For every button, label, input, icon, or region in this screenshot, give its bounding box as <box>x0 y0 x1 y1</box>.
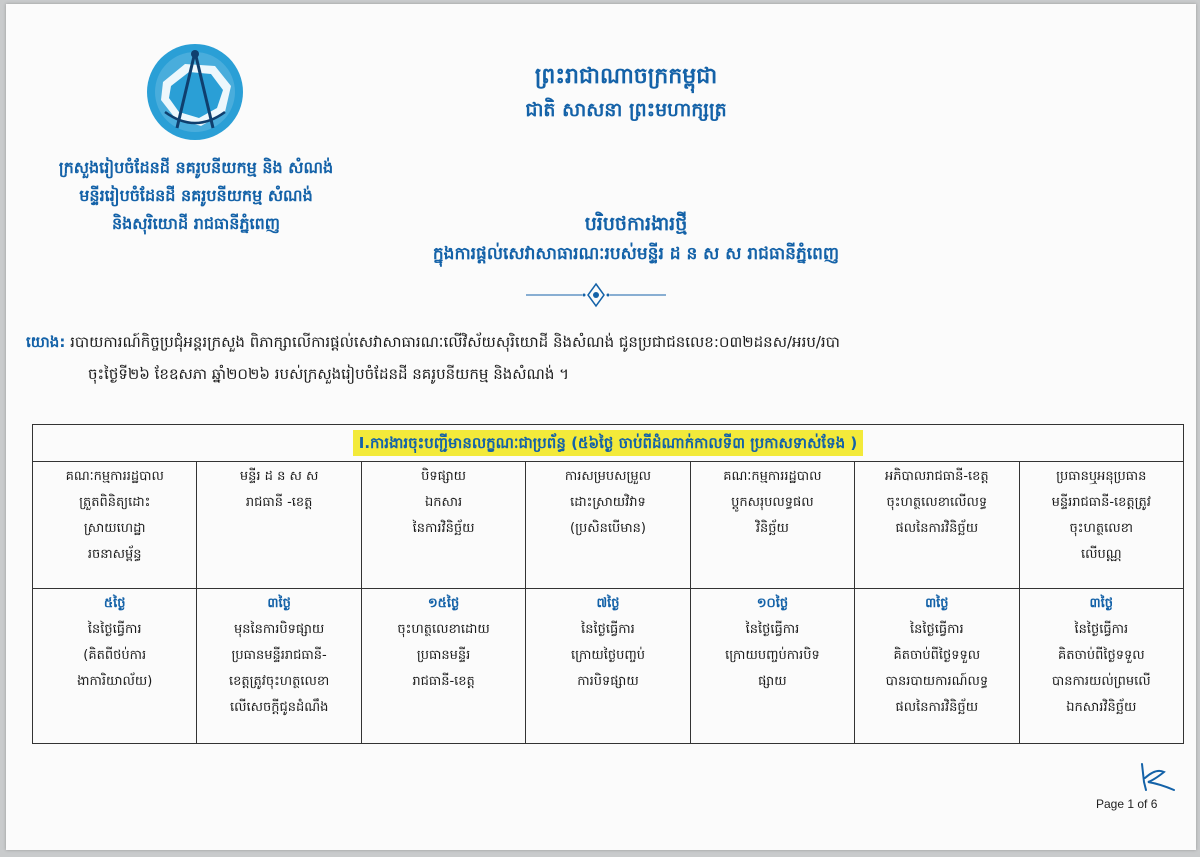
header-line: ត្រួតពិនិត្យដោះ <box>79 495 151 510</box>
header-line: ប្តូកសរុបលទ្ធផល <box>731 495 814 510</box>
header-line: រាជធានី -ខេត្ត <box>245 495 313 510</box>
header-line: រចនាសម្ព័ន្ធ <box>87 547 142 562</box>
title-line-1: បរិបថការងារថ្មី <box>584 213 688 235</box>
header-line: បិទផ្សាយ <box>421 469 467 484</box>
detail-line: ក្រោយបញ្ចប់ការបិទ <box>725 648 820 663</box>
detail-line: ផលនៃការវិនិច្ឆ័យ <box>895 700 979 715</box>
detail-line: មុននៃការបិទផ្សាយ <box>233 622 325 637</box>
header-line: អភិបាលរាជធានី-ខេត្ត <box>884 469 989 484</box>
header-line: ប្រធានឬអនុប្រធាន <box>1056 469 1147 484</box>
reference-label: យោង: <box>26 333 66 351</box>
detail-line: ឯកសារវិនិច្ឆ័យ <box>1066 700 1137 715</box>
duration-cell <box>33 589 197 744</box>
detail-line: ចុះហត្ថលេខាដោយ <box>397 622 490 637</box>
detail-line: ការបិទផ្សាយ <box>577 674 639 689</box>
header-line: គណៈកម្មការរដ្ឋបាល <box>65 469 164 484</box>
ministry-line: និងសុរិយោដី រាជធានីភ្នំពេញ <box>111 214 281 233</box>
step-header-cell <box>33 462 197 589</box>
header-line: ផលនៃការវិនិច្ឆ័យ <box>895 521 979 536</box>
detail-line: ប្រធានមន្ទីររាជធានី- <box>231 648 327 663</box>
header-line: គណៈកម្មការរដ្ឋបាល <box>723 469 822 484</box>
detail-line: (គិតពីថប់ការ <box>83 648 147 663</box>
duration-value: ៥ថ្ងៃ <box>103 596 126 611</box>
duration-value: ៣ថ្ងៃ <box>925 596 949 611</box>
duration-cell <box>1019 589 1183 744</box>
detail-line: ប្រធានមន្ទីរ <box>416 648 471 663</box>
step-header-cell <box>526 462 690 589</box>
duration-value: ៧ថ្ងៃ <box>596 596 620 611</box>
header-line: ចុះហត្ថលេខាលើលទ្ធ <box>886 495 988 510</box>
schedule-table <box>32 424 1184 744</box>
duration-cell <box>361 589 525 744</box>
detail-line: ងាការិយាល័យ) <box>77 674 153 689</box>
step-header-cell <box>197 462 361 589</box>
detail-line: ខេត្តត្រូវចុះហត្ថលេខា <box>228 674 330 689</box>
title-line-2: ក្នុងការផ្តល់សេវាសាធារណៈរបស់មន្ទីរ ដ ន ស ស រាជធានីភ្នំពេញ <box>432 244 840 264</box>
detail-line: នៃថ្ងៃធ្វើការ <box>910 622 964 637</box>
reference-paragraph <box>26 326 1186 390</box>
duration-cell <box>690 589 854 744</box>
duration-value: ១៥ថ្ងៃ <box>427 596 460 611</box>
header-row <box>33 462 1184 589</box>
duration-value: ៣ថ្ងៃ <box>267 596 291 611</box>
duration-value: ១០ថ្ងៃ <box>756 596 789 611</box>
section-title-row <box>33 425 1184 462</box>
step-header-cell <box>690 462 854 589</box>
detail-line: នៃថ្ងៃធ្វើការ <box>87 622 142 637</box>
detail-line: រាជធានី-ខេត្ត <box>412 674 475 689</box>
detail-line: គិតចាប់ពីថ្ងៃទទួល <box>893 648 981 663</box>
header-line: មន្ទីរ ដ ន ស ស <box>239 469 319 484</box>
header-line: ចុះហត្ថលេខា <box>1069 521 1133 536</box>
detail-line: នៃថ្ងៃធ្វើការ <box>581 622 635 637</box>
reference-line-1: របាយការណ៍កិច្ចប្រជុំអន្តរក្រសួង ពិភាក្សាលើការផ្តល់សេវាសាធារណៈលើវិស័យសុរិយោដី និងសំណង់ ជូនប្រជាជនលេខ:០៣២ដនស/អរប/របា <box>70 333 840 351</box>
detail-line: បានការយល់ព្រមលើ <box>1051 674 1151 689</box>
section-title: I.ការងារចុះបញ្ជីមានលក្ខណៈជាប្រព័ន្ធ (៥៦ថ្ងៃ ចាប់ពីដំណាក់កាលទី៣ ប្រកាសទាស់ទែង ) <box>353 430 863 456</box>
ministry-logo <box>145 42 245 142</box>
step-header-cell <box>1019 462 1183 589</box>
kingdom-name: ព្រះរាជាណាចក្រកម្ពុជា <box>534 64 718 89</box>
duration-cell <box>197 589 361 744</box>
step-header-cell <box>361 462 525 589</box>
document-page <box>6 4 1196 850</box>
page-number: Page 1 of 6 <box>1096 797 1158 811</box>
initials-signature <box>1134 760 1180 794</box>
detail-line: ក្រោយថ្ងៃបញ្ចប់ <box>570 648 645 663</box>
kingdom-header <box>426 59 826 125</box>
ornament-divider <box>526 282 666 308</box>
header-line: (ប្រសិនបើមាន) <box>570 521 646 536</box>
detail-line: គិតចាប់ពីថ្ងៃទទួល <box>1057 648 1145 663</box>
header-line: ការសម្របសម្រួល <box>564 469 652 484</box>
header-line: មន្ទីររាជធានី-ខេត្តត្រូវ <box>1051 495 1151 510</box>
duration-value: ៣ថ្ងៃ <box>1089 596 1114 611</box>
duration-cell <box>526 589 690 744</box>
detail-line: នៃថ្ងៃធ្វើការ <box>1074 622 1129 637</box>
document-title <box>306 209 966 269</box>
header-line: លើបណ្ណ <box>1080 547 1122 562</box>
detail-line: នៃថ្ងៃធ្វើការ <box>745 622 800 637</box>
national-motto: ជាតិ សាសនា ព្រះមហាក្សត្រ <box>525 99 727 121</box>
ministry-line: មន្ទីររៀបចំដែនដី នគរូបនីយកម្ម សំណង់ <box>79 186 313 205</box>
detail-line: ផ្សាយ <box>758 674 787 689</box>
header-line: ស្រាយហេដ្ឋា <box>83 521 146 536</box>
detail-line: លើសេចក្តីជូនដំណឹង <box>229 700 329 715</box>
ministry-line: ក្រសួងរៀបចំដែនដី នគរូបនីយកម្ម និង សំណង់ <box>58 158 334 177</box>
duration-cell <box>855 589 1019 744</box>
duration-row <box>33 589 1184 744</box>
header-line: ដោះស្រាយវិវាទ <box>570 495 646 510</box>
reference-line-2: ចុះថ្ងៃទី២៦ ខែឧសភា ឆ្នាំ២០២៦ របស់ក្រសួងរៀបចំដែនដី នគរូបនីយកម្ម និងសំណង់ ។ <box>88 365 570 383</box>
header-line: វិនិច្ឆ័យ <box>755 521 789 536</box>
header-line: នៃការវិនិច្ឆ័យ <box>412 521 475 536</box>
detail-line: បានរបាយការណ៍លទ្ធ <box>885 674 989 689</box>
header-line: ឯកសារ <box>424 495 463 510</box>
step-header-cell <box>855 462 1019 589</box>
